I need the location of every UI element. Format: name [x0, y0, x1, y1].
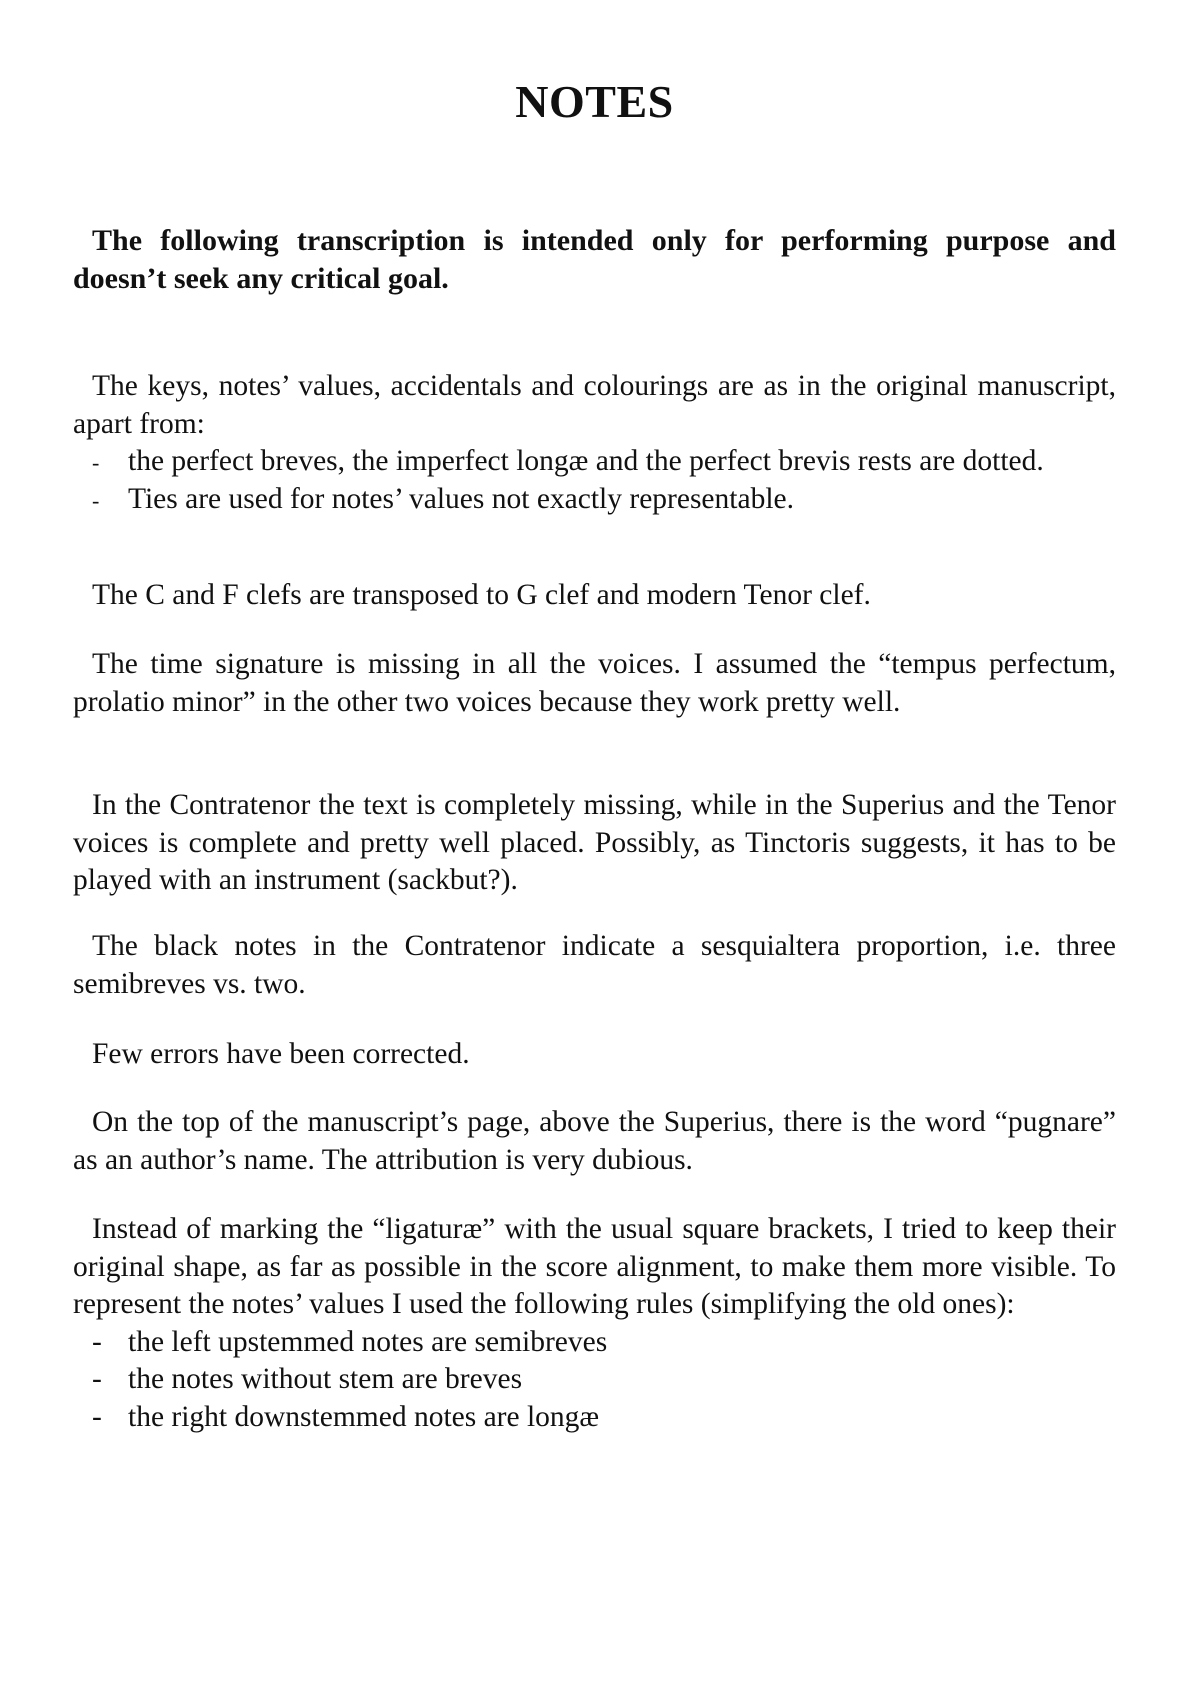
ligatures-paragraph: Instead of marking the “ligaturæ” with the usual square brackets, I tried to keep their original shape, as far as possible in the score alignment, to make them more visible. To represent the notes’ values I used the following rules (simplifying the old ones): [73, 1213, 1116, 1320]
dash-bullet: - [92, 450, 100, 475]
keys-section [73, 368, 1116, 518]
list-item-text: the right downstemmed notes are longæ [128, 1400, 600, 1433]
intro-paragraph: The following transcription is intended only for performing purpose and doesn’t seek any critical goal. [73, 224, 1116, 295]
dash-bullet: - [92, 1325, 102, 1358]
list-item-text: the notes without stem are breves [128, 1363, 523, 1395]
list-item [73, 1399, 1116, 1437]
list-item-text: Ties are used for notes’ values not exactly representable. [128, 482, 794, 515]
black-notes-paragraph: The black notes in the Contratenor indicate a sesquialtera proportion, i.e. three semibreves vs. two. [73, 930, 1116, 1000]
keys-paragraph: The keys, notes’ values, accidentals and colourings are as in the original manuscript, apart from: [73, 370, 1116, 440]
list-item [73, 481, 1116, 519]
dash-bullet: - [92, 487, 100, 513]
list-item [73, 1324, 1116, 1362]
list-item-text: the perfect breves, the imperfect longæ and the perfect brevis rests are dotted. [128, 445, 1044, 477]
attribution-paragraph: On the top of the manuscript’s page, above the Superius, there is the word “pugnare” as an author’s name. The attribution is very dubious. [73, 1106, 1116, 1176]
dash-bullet: - [92, 1363, 102, 1395]
dash-bullet: - [92, 1400, 102, 1433]
errors-paragraph: Few errors have been corrected. [92, 1038, 470, 1070]
clefs-paragraph: The C and F clefs are transposed to G clef and modern Tenor clef. [92, 579, 871, 611]
list-item [73, 1361, 1116, 1399]
ligatures-list [73, 1324, 1116, 1437]
page-title: NOTES [515, 76, 674, 127]
list-item [73, 443, 1116, 481]
list-item-text: the left upstemmed notes are semibreves [128, 1325, 608, 1358]
contratenor-paragraph: In the Contratenor the text is completely missing, while in the Superius and the Tenor voices is complete and pretty well placed. Possibly, as Tinctoris suggests, it has to be played with an instrument (sackbut?). [73, 789, 1116, 896]
time-signature-paragraph: The time signature is missing in all the voices. I assumed the “tempus perfectum, prolatio minor” in the other two voices because they work pretty well. [73, 648, 1116, 718]
keys-list [73, 443, 1116, 518]
ligatures-section [73, 1211, 1116, 1436]
